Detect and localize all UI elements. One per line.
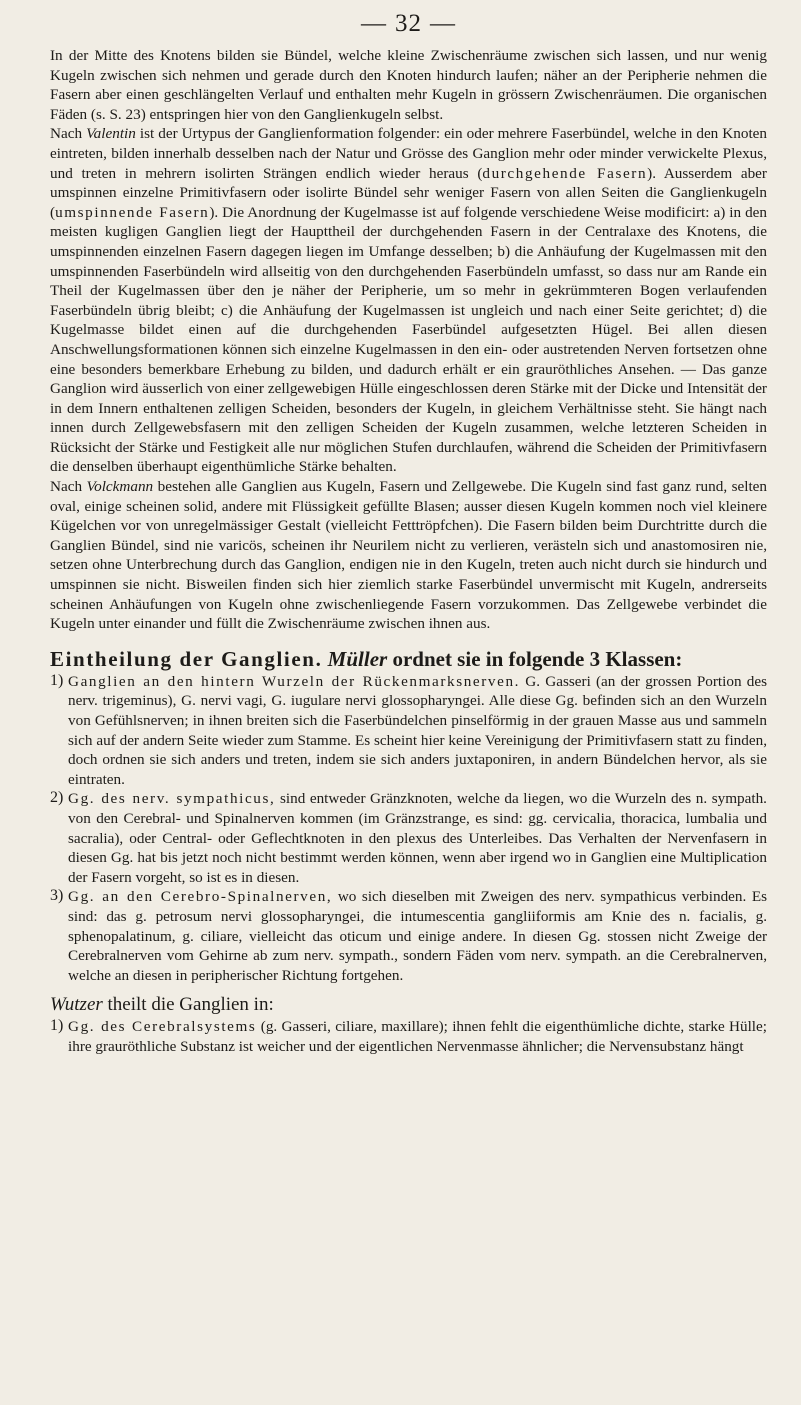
term-umspinnende: umspinnende Fasern bbox=[55, 203, 210, 221]
list-item: 1) Ganglien an den hintern Wurzeln der Rückenmarksnerven. G. Gasseri (an der grossen Portion des nerv. trigeminus), G. nervi vagi, G. iugulare nervi glossopharyngei. Alle diese Gg. befinden sich an den Wurzeln von Gefühlsnerven; in ihnen breiten sich die Faserbündelchen pinselförmig in der grauen Masse aus und sammeln sich auf der andern Seite wieder zum Stamme. Es scheint hier keine Vereinigung der Primitivfasern statt zu finden, doch ordnen sie sich anders und treten, indem sie sich anders juxtaponiren, in andern Bündelchen hervor, als sie eintraten. bbox=[50, 671, 767, 788]
list-item: 3) Gg. an den Cerebro-Spinalnerven, wo sich dieselben mit Zweigen des nerv. sympathicus verbinden. Es sind: das g. petrosum nervi glossopharyngei, die intumescentia gangliiformis am Knie des n. facialis, g. sphenopalatinum, g. ciliare, vielleicht das oticum und einige andere. In diesen Gg. stossen nicht Zweige der Cerebralnerven vom Gehirne ab zum nerv. sympath., sondern Fäden vom nerv. sympath. an die Cerebralnerven, welche an diesen in peripherischer Richtung fortgehen. bbox=[50, 887, 768, 984]
list-item: 2) Gg. des nerv. sympathicus, sind entweder Gränzknoten, welche da liegen, wo die Wurzeln des n. sympath. von den Cerebral- und Spinalnerven kommen (im Gränzstrange, es sind: gg. cervicalia, thoracica, lumbalia und sacralia), oder Central- oder Geflechtknoten in den plexus des Unterleibes. Das Verhalten der Nervenfasern in diesen Gg. hat bis jetzt noch nicht bestimmt werden können, wenn aber irgend wo in Ganglien eine Multiplication der Fasern vorgeht, so ist es in diesen. bbox=[50, 789, 767, 886]
author-wutzer: Wutzer bbox=[50, 994, 103, 1016]
section-heading: Eintheilung der Ganglien. Müller ordnet sie in folgende 3 Klassen: bbox=[50, 646, 683, 671]
paragraph-volckmann: Nach Volckmann bestehen alle Ganglien aus Kugeln, Fasern und Zellgewebe. Die Kugeln sind fast ganz rund, selten oval, einige scheinen solid, andere mit Flüssigkeit gefüllte Blasen; ausser diesen Kugeln kommen noch viel kleinere Kügelchen vor von unregelmässiger Gestalt (vielleicht Fetttröpfchen). Die Fasern bilden beim Durchtritte durch die Ganglien Bündel, sind nie varicös, scheinen ihr Neurilem nicht zu verlieren, verästeln sich und anastomosiren nie, setzen ohne Unterbrechung durch das Ganglion, endigen nie in den Kugeln, treten auch nicht durch sie hindurch und umspinnen sie nicht. Bisweilen finden sich hier ziemlich starke Faserbündel unvermischt mit Kugeln, andrerseits scheinen Anhäufungen von Kugeln ohne zwischenliegende Fasern vorzukommen. Das Zellgewebe verbindet die Kugeln unter einander und füllt die Zwischenräume zwischen ihnen aus. bbox=[50, 478, 768, 633]
paragraph-knoten: In der Mitte des Knotens bilden sie Bündel, welche kleine Zwischenräume zwischen sich lassen, und nur wenig Kugeln zwischen sich nehmen und gerade durch den Knoten hindurch laufen; näher an der Peripherie nehmen die Fasern aber einen geschlängelten Verlauf und enthalten mehr Kugeln in grössern Zwischenräumen. Die organischen Fäden (s. S. 23) entspringen hier von den Ganglienkugeln selbst. bbox=[50, 47, 767, 123]
page-number: — 32 — bbox=[50, 10, 767, 38]
term-durchgehende: durchgehende Fasern bbox=[482, 164, 648, 182]
author-valentin: Valentin bbox=[86, 125, 136, 143]
author-volckmann: Volckmann bbox=[86, 478, 154, 496]
paragraph-valentin: Nach Valentin ist der Urtypus der Ganglienformation folgender: ein oder mehrere Faserbündel, welche in den Knoten eintreten, bilden innerhalb desselben nach der Natur und Grösse des Ganglion mehr oder minder verwickelte Plexus, und treten in mehrern isolirten Strängen endlich wieder heraus (durchgehende Fasern). Ausserdem aber umspinnen einzelne Primitivfasern oder isolirte Bündel sehr weniger Fasern von allen Seiten die Ganglienkugeln (umspinnende Fasern). Die Anordnung der Kugelmasse ist auf folgende verschiedene Weise modificirt: a) in den meisten kugligen Ganglien liegt der Haupttheil der durchgehenden Fasern in der Centralaxe des Knotens, die umspinnenden einzelnen Fasern dagegen liegen im Umfange desselben; b) die Anhäufung der Kugelmassen mit den umspinnenden Faserbündeln wird allseitig von den durchgehenden Faserbündeln umfasst, so dass nur am Rande ein Theil der Kugelmassen über den je näher der Peripherie, um so mehr in gekrümmteren Bogen verlaufenden Faserbündeln übrig bleibt; c) die Anhäufung der Kugelmassen ist ungleich und nach einer Seite gerichtet; d) die Kugelmasse bildet einen auf die durchgehenden Faserbündel aufgesetzten Hügel. Bei allen diesen Anschwellungsformationen können sich einzelne Kugelmassen in den ein- oder austretenden Nerven fortsetzen ohne eine besonders bemerkbare Erhebung zu bilden, und dadurch erhält er ein grauröthliches Ansehen. — Das ganze Ganglion wird äusserlich von einer zellgewebigen Hülle eingeschlossen deren Stärke mit der Dicke und Intensität der in dem Innern enthaltenen zelligen Scheiden, besonders der Kugeln, in gleichem Verhältnisse steht. Sie hängt nach innen durch Zellgewebsfasern mit den zelligen Scheiden der Kugeln zusammen, welche letzteren Scheiden in Rücksicht der Stärke und Festigkeit alle nur möglichen Stufen durchlaufen, während die Scheiden der Primitivfasern die denselben überhaupt eigenthümliche Stärke behalten. bbox=[50, 125, 768, 476]
wutzer-heading: Wutzer theilt die Ganglien in: bbox=[50, 994, 274, 1016]
list-item: 1) Gg. des Cerebralsystems (g. Gasseri, ciliare, maxillare); ihnen fehlt die eigenthümliche dichte, starke Hülle; ihre grauröthliche Substanz ist weicher und der eigentlichen Nervenmasse ähnlicher; die Nervensubstanz hängt bbox=[50, 1017, 767, 1055]
author-mueller: Müller bbox=[327, 646, 388, 671]
